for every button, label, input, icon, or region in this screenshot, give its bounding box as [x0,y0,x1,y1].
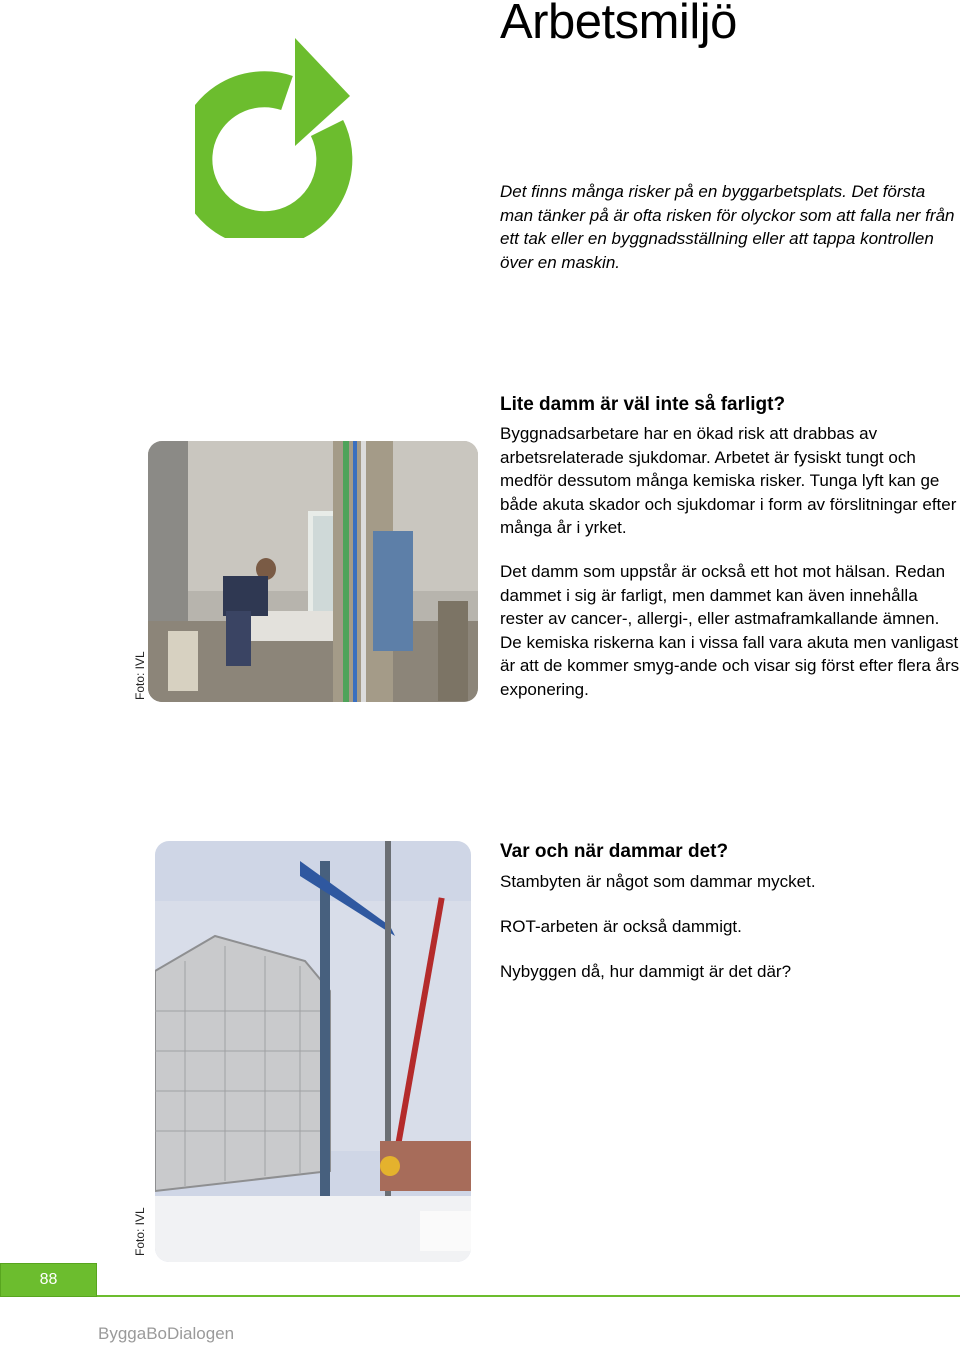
page-number: 88 [0,1263,97,1297]
section2-heading: Var och när dammar det? [500,841,729,862]
page-title: Arbetsmiljö [500,0,737,49]
section2-line-3: Nybyggen då, hur dammigt är det där? [500,962,792,981]
photo-credit-1: Foto: IVL [133,651,147,700]
section2-line-1: Stambyten är något som dammar mycket. [500,872,816,891]
section1-heading: Lite damm är väl inte så farligt? [500,394,786,415]
publisher-name: ByggaBoDialogen [98,1324,235,1343]
footer-rule [97,1295,960,1297]
section2-line-2: ROT-arbeten är också dammigt. [500,917,742,936]
section1-paragraph-2: Det damm som uppstår är också ett hot mot hälsan. Redan dammet i sig är farligt, men dammet kan även innehålla rester av cancer-, allergi-, eller astmaframkallande ämnen. De kemiska riskerna kan i vissa fall vara akuta men vanligast är att de kommer smyg-ande och visar sig först efter flera års exponering. [500,562,960,699]
building-crane-photo [155,841,471,1262]
interior-construction-photo [148,441,478,702]
intro-text: Det finns många risker på en byggarbetsplats. Det första man tänker på är ofta risken för olyckor som att falla ner från ett tak eller en byggnadsställning eller att tappa kontrollen över en maskin. [500,182,955,272]
section1-paragraph-1: Byggnadsarbetare har en ökad risk att drabbas av arbetsrelaterade sjukdomar. Arbetet är fysiskt tungt och medför dessutom många kemiska risker. Tunga lyft kan ge både akuta skador och sjukdomar i form av förslitningar efter många år i yrket. [500,424,957,537]
photo-credit-2: Foto: IVL [133,1207,147,1256]
circular-arrow-icon [195,38,395,238]
